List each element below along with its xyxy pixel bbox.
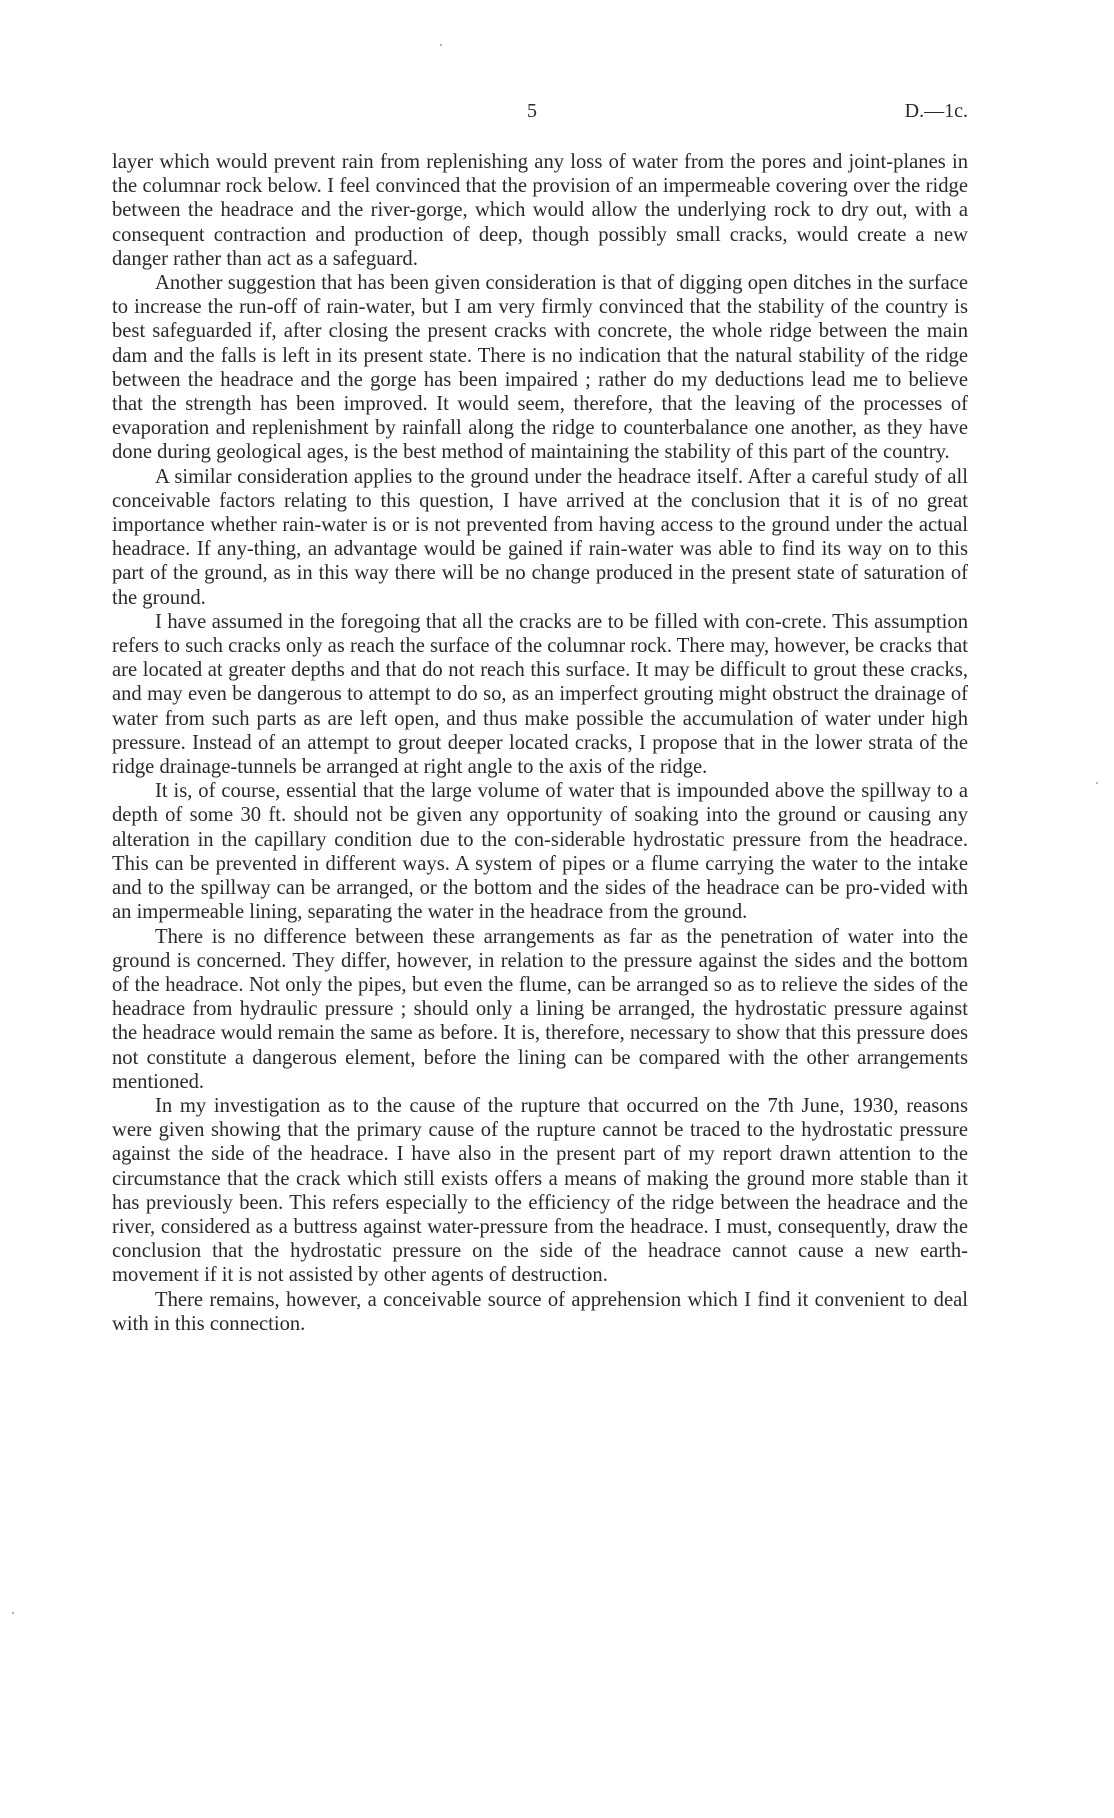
paragraph: layer which would prevent rain from replenishing any loss of water from the pores and joint-planes in the columnar rock below. I feel convinced that the provision of an impermeable covering over the ridge between the headrace and the river-gorge, which would allow the underlying rock to dry out, with a consequent contraction and production of deep, though possibly small cracks, would create a new danger rather than act as a safeguard.	[112, 151, 968, 270]
page-header	[0, 100, 1114, 130]
paragraph: Another suggestion that has been given consideration is that of digging open ditches in the surface to increase the run-off of rain-water, but I am very firmly convinced that the stability of the country is best safeguarded if, after closing the present cracks with concrete, the whole ridge between the main dam and the falls is left in its present state. There is no indication that the natural stability of the ridge between the headrace and the gorge has been impaired ; rather do my deductions lead me to believe that the strength has been improved. It would seem, therefore, that the leaving of the processes of evaporation and replenishment by rainfall along the ridge to counterbalance one another, as they have done during geological ages, is the best method of maintaining the stability of this part of the country.	[112, 272, 968, 464]
paragraph: A similar consideration applies to the ground under the headrace itself. After a careful study of all conceivable factors relating to this question, I have arrived at the conclusion that it is of no great importance whether rain-water is or is not prevented from having access to the ground under the actual headrace. If any-thing, an advantage would be gained if rain-water was able to find its way on to this part of the ground, as in this way there will be no change produced in the present state of saturation of the ground.	[112, 465, 968, 609]
page-number: 5	[527, 100, 537, 122]
paragraph: It is, of course, essential that the large volume of water that is impounded above the spillway to a depth of some 30 ft. should not be given any opportunity of soaking into the ground or causing any alteration in the capillary condition due to the con-siderable hydrostatic pressure from the headrace. This can be prevented in different ways. A system of pipes or a flume carrying the water to the intake and to the spillway can be arranged, or the bottom and the sides of the headrace can be pro-vided with an impermeable lining, separating the water in the headrace from the ground.	[112, 780, 968, 924]
scan-speck	[440, 44, 442, 46]
body-text	[112, 150, 968, 1336]
paragraph: There remains, however, a conceivable source of apprehension which I find it convenient to deal with in this connection.	[112, 1288, 968, 1335]
paragraph: There is no difference between these arrangements as far as the penetration of water into the ground is concerned. They differ, however, in relation to the pressure against the sides and the bottom of the headrace. Not only the pipes, but even the flume, can be arranged so as to relieve the sides of the headrace from hydraulic pressure ; should only a lining be arranged, the hydrostatic pressure against the headrace would remain the same as before. It is, therefore, necessary to show that this pressure does not constitute a dangerous element, before the lining can be compared with the other arrangements mentioned.	[112, 925, 968, 1093]
paragraph: I have assumed in the foregoing that all the cracks are to be filled with con-crete. This assumption refers to such cracks only as reach the surface of the columnar rock. There may, however, be cracks that are located at greater depths and that do not reach this surface. It may be difficult to grout these cracks, and may even be dangerous to attempt to do so, as an imperfect grouting might obstruct the drainage of water from such parts as are left open, and thus make possible the accumulation of water under high pressure. Instead of an attempt to grout deeper located cracks, I propose that in the lower strata of the ridge drainage-tunnels be arranged at right angle to the axis of the ridge.	[112, 610, 968, 779]
paragraph: In my investigation as to the cause of the rupture that occurred on the 7th June, 1930, reasons were given showing that the primary cause of the rupture cannot be traced to the hydrostatic pressure against the side of the headrace. I have also in the present part of my report drawn attention to the circumstance that the crack which still exists offers a means of making the ground more stable than it has previously been. This refers especially to the efficiency of the ridge between the headrace and the river, considered as a buttress against water-pressure from the headrace. I must, consequently, draw the conclusion that the hydrostatic pressure on the side of the headrace cannot cause a new earth-movement if it is not assisted by other agents of destruction.	[112, 1094, 968, 1287]
scan-speck	[12, 1612, 14, 1614]
scan-speck	[1096, 782, 1098, 784]
document-reference: D.—1c.	[904, 100, 968, 122]
